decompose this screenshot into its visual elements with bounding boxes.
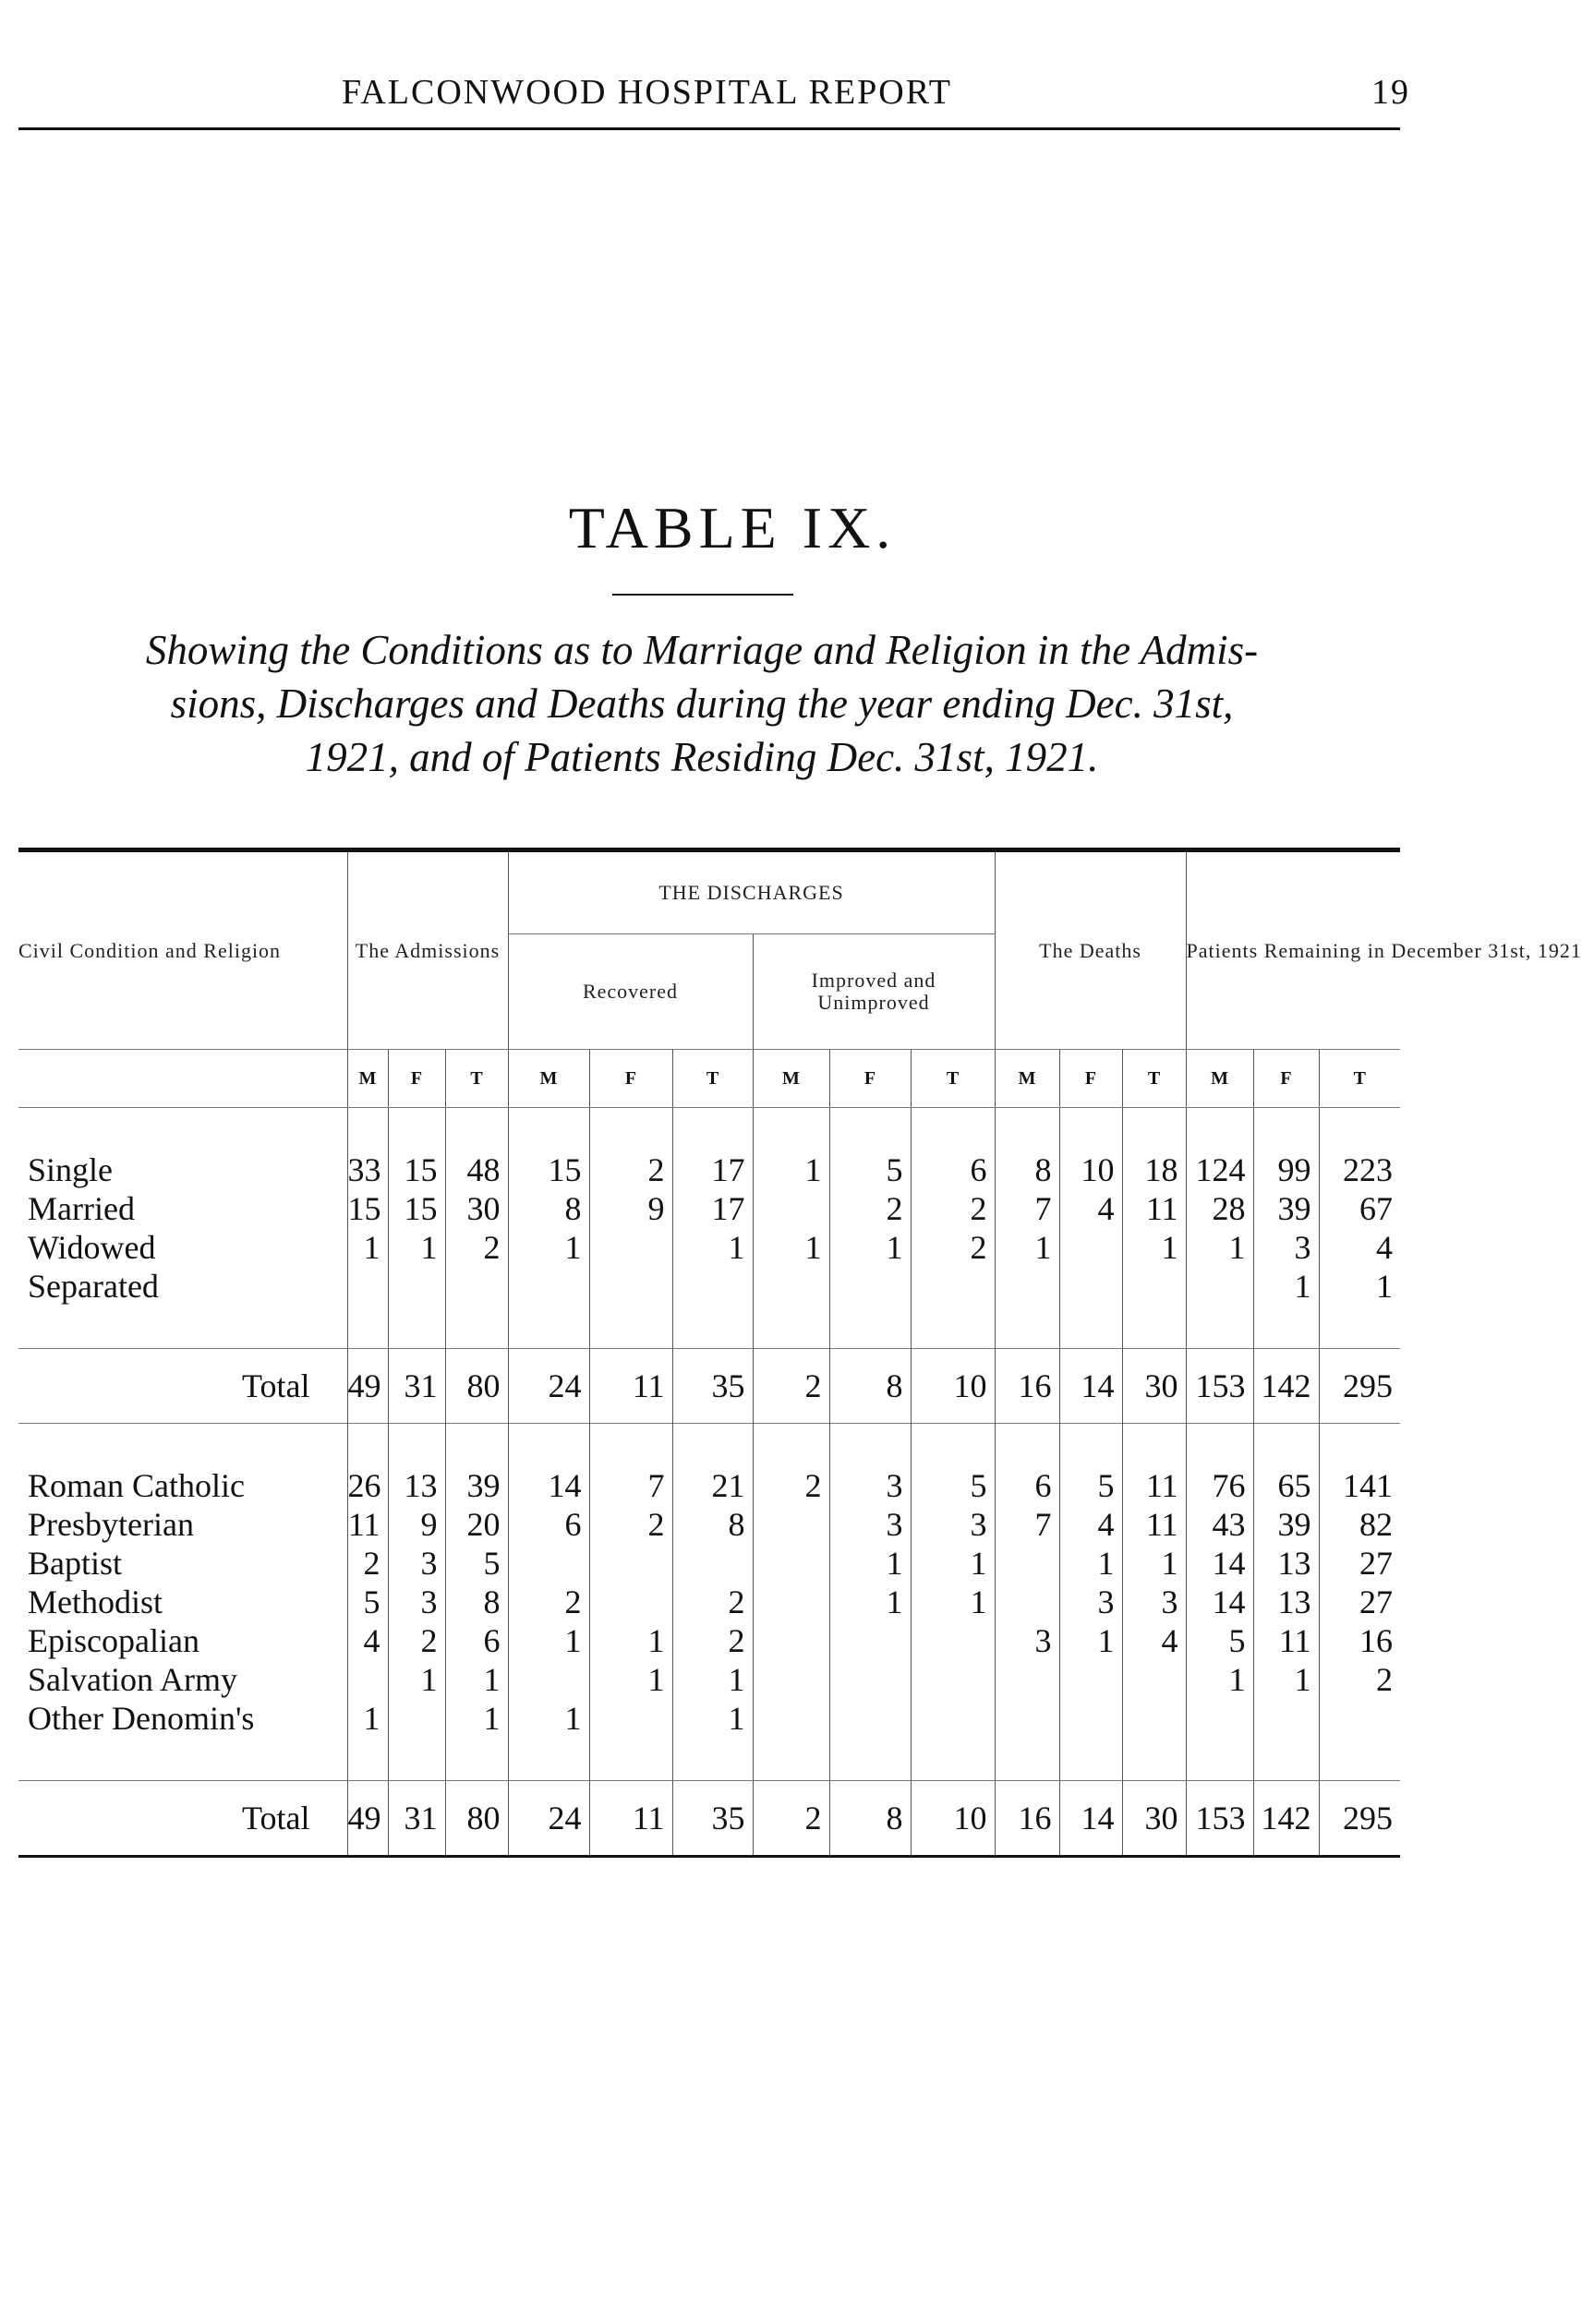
- table-cell: 80: [445, 1349, 508, 1424]
- table-cell: 8: [672, 1505, 753, 1544]
- row-label: Married: [28, 1190, 135, 1227]
- table-cell: 1: [753, 1150, 829, 1189]
- mft-header-f: F: [829, 1050, 911, 1108]
- table-row: [18, 1228, 1400, 1267]
- table-cell: 7: [995, 1505, 1059, 1544]
- table-cell: 8: [829, 1349, 911, 1424]
- table-cell: 27: [1319, 1544, 1400, 1583]
- table-cell: 3: [388, 1583, 445, 1621]
- table-cell: [672, 1544, 753, 1583]
- row-label: Single: [28, 1151, 114, 1188]
- table-cell: [829, 1660, 911, 1699]
- table-cell: [911, 1699, 995, 1738]
- table-cell: 11: [1122, 1466, 1186, 1505]
- table-cell: 33: [347, 1150, 388, 1189]
- table-cell: 5: [829, 1150, 911, 1189]
- table-cell: 1: [1122, 1544, 1186, 1583]
- table-cell: 1: [589, 1621, 672, 1660]
- table-cell: 1: [388, 1228, 445, 1267]
- table-cell: 1: [911, 1544, 995, 1583]
- remaining-header: Patients Remaining in December 31st, 1921: [1186, 850, 1400, 1050]
- mft-header-m: M: [995, 1050, 1059, 1108]
- mft-header-t: T: [445, 1050, 508, 1108]
- table-cell: 14: [508, 1466, 589, 1505]
- table-cell: [672, 1267, 753, 1306]
- table-cell: [753, 1267, 829, 1306]
- table-cell: [1319, 1699, 1400, 1738]
- table-cell: 15: [388, 1150, 445, 1189]
- table-cell: 65: [1253, 1466, 1319, 1505]
- table-cell: 49: [347, 1781, 388, 1857]
- table-cell: 11: [589, 1781, 672, 1857]
- table-cell: 1: [445, 1699, 508, 1738]
- table-cell: 295: [1319, 1349, 1400, 1424]
- row-label: Separated: [28, 1268, 159, 1305]
- table-cell: [388, 1267, 445, 1306]
- table-cell: [995, 1583, 1059, 1621]
- table-cell: [1122, 1699, 1186, 1738]
- table-cell: [1122, 1660, 1186, 1699]
- table-cell: [1122, 1267, 1186, 1306]
- table-cell: 39: [1253, 1189, 1319, 1228]
- table-cell: 20: [445, 1505, 508, 1544]
- table-cell: 3: [829, 1505, 911, 1544]
- mft-header-m: M: [508, 1050, 589, 1108]
- table-cell: 4: [347, 1621, 388, 1660]
- table-cell: 18: [1122, 1150, 1186, 1189]
- table-cell: 5: [445, 1544, 508, 1583]
- table-cell: 8: [829, 1781, 911, 1857]
- table-cell: [589, 1228, 672, 1267]
- table-cell: 1: [1186, 1660, 1253, 1699]
- table-cell: 4: [1059, 1505, 1122, 1544]
- table-cell: [508, 1544, 589, 1583]
- table-cell: 1: [589, 1660, 672, 1699]
- total-row: [18, 1781, 1400, 1857]
- table-cell: 17: [672, 1189, 753, 1228]
- table-cell: 1: [347, 1228, 388, 1267]
- row-label: Baptist: [28, 1545, 123, 1582]
- mft-header-f: F: [589, 1050, 672, 1108]
- table-cell: 10: [911, 1781, 995, 1857]
- table-row: [18, 1660, 1400, 1699]
- table-cell: 2: [911, 1189, 995, 1228]
- table-cell: 3: [1122, 1583, 1186, 1621]
- table-cell: 11: [1122, 1505, 1186, 1544]
- table-cell: 2: [753, 1781, 829, 1857]
- table-cell: 1: [347, 1699, 388, 1738]
- table-cell: 142: [1253, 1781, 1319, 1857]
- table-cell: 1: [911, 1583, 995, 1621]
- table-cell: [347, 1267, 388, 1306]
- table-row: [18, 1621, 1400, 1660]
- table-cell: [589, 1583, 672, 1621]
- table-row: [18, 1583, 1400, 1621]
- table-cell: 2: [753, 1466, 829, 1505]
- table-cell: 99: [1253, 1150, 1319, 1189]
- table-cell: 39: [445, 1466, 508, 1505]
- total-label: Total: [242, 1800, 310, 1836]
- table-cell: 10: [911, 1349, 995, 1424]
- table-cell: 6: [995, 1466, 1059, 1505]
- table-cell: 76: [1186, 1466, 1253, 1505]
- table-cell: [1186, 1267, 1253, 1306]
- subtitle-line: sions, Discharges and Deaths during the year ending Dec. 31st,: [170, 680, 1234, 727]
- table-cell: 1: [672, 1660, 753, 1699]
- table-cell: [753, 1583, 829, 1621]
- table-cell: 124: [1186, 1150, 1253, 1189]
- table-cell: 31: [388, 1781, 445, 1857]
- table-cell: 5: [1059, 1466, 1122, 1505]
- table-cell: 10: [1059, 1150, 1122, 1189]
- row-label: Presbyterian: [28, 1506, 194, 1543]
- table-cell: [589, 1699, 672, 1738]
- table-cell: 82: [1319, 1505, 1400, 1544]
- table-cell: 3: [829, 1466, 911, 1505]
- table-cell: [347, 1660, 388, 1699]
- table-cell: 1: [508, 1621, 589, 1660]
- report-title: FALCONWOOD HOSPITAL REPORT: [342, 73, 953, 112]
- table-cell: 7: [995, 1189, 1059, 1228]
- table-cell: 1: [753, 1228, 829, 1267]
- table-cell: 30: [1122, 1781, 1186, 1857]
- table-row: [18, 1544, 1400, 1583]
- civil-condition-header: Civil Condition and Religion: [18, 938, 282, 962]
- table-row: [18, 1505, 1400, 1544]
- title-rule: [612, 594, 793, 596]
- table-cell: 2: [445, 1228, 508, 1267]
- improved-header: Improved and Unimproved: [753, 934, 995, 1050]
- table-cell: [1059, 1267, 1122, 1306]
- table-cell: 1: [1253, 1660, 1319, 1699]
- table-cell: 16: [1319, 1621, 1400, 1660]
- table-cell: 1: [1059, 1544, 1122, 1583]
- table-title: TABLE IX.: [568, 495, 897, 560]
- admissions-header: The Admissions: [347, 850, 508, 1050]
- table-cell: 15: [388, 1189, 445, 1228]
- table-cell: 14: [1186, 1544, 1253, 1583]
- table-cell: 1: [388, 1660, 445, 1699]
- mft-header-t: T: [1122, 1050, 1186, 1108]
- table-cell: 31: [388, 1349, 445, 1424]
- table-cell: 3: [995, 1621, 1059, 1660]
- table-row: [18, 1699, 1400, 1738]
- table-cell: 1: [1186, 1228, 1253, 1267]
- row-label: Roman Catholic: [28, 1467, 245, 1504]
- table-cell: [829, 1621, 911, 1660]
- table-cell: [508, 1267, 589, 1306]
- table-cell: 6: [508, 1505, 589, 1544]
- table-cell: 3: [388, 1544, 445, 1583]
- table-cell: 142: [1253, 1349, 1319, 1424]
- table-cell: 30: [1122, 1349, 1186, 1424]
- table-cell: 27: [1319, 1583, 1400, 1621]
- discharges-table: [18, 848, 1582, 1858]
- mft-header-f: F: [1253, 1050, 1319, 1108]
- table-subtitle: [9, 623, 1395, 784]
- table-cell: 1: [672, 1699, 753, 1738]
- table-cell: 1: [508, 1228, 589, 1267]
- table-cell: 35: [672, 1349, 753, 1424]
- table-cell: 2: [672, 1621, 753, 1660]
- table-cell: [995, 1544, 1059, 1583]
- table-cell: 11: [1253, 1621, 1319, 1660]
- header-rule: [18, 127, 1400, 130]
- table-cell: 13: [388, 1466, 445, 1505]
- table-cell: [1059, 1699, 1122, 1738]
- table-cell: [911, 1621, 995, 1660]
- table-cell: 2: [753, 1349, 829, 1424]
- table-cell: 11: [1122, 1189, 1186, 1228]
- subtitle-line: 1921, and of Patients Residing Dec. 31st, 1921.: [305, 734, 1099, 780]
- table-cell: 1: [995, 1228, 1059, 1267]
- deaths-header: The Deaths: [995, 850, 1186, 1050]
- table-cell: [589, 1267, 672, 1306]
- mft-header-t: T: [1319, 1050, 1400, 1108]
- table-cell: [508, 1660, 589, 1699]
- page-number: 19: [1371, 73, 1410, 112]
- table-cell: 14: [1059, 1349, 1122, 1424]
- table-cell: [753, 1660, 829, 1699]
- table-cell: 1: [1122, 1228, 1186, 1267]
- table-row: [18, 1267, 1400, 1306]
- table-cell: [995, 1699, 1059, 1738]
- table-cell: 2: [589, 1150, 672, 1189]
- mft-header-m: M: [753, 1050, 829, 1108]
- table-cell: [829, 1267, 911, 1306]
- table-cell: 1: [1319, 1267, 1400, 1306]
- table-cell: 11: [589, 1349, 672, 1424]
- table-cell: 153: [1186, 1349, 1253, 1424]
- table-cell: 153: [1186, 1781, 1253, 1857]
- table-cell: 1: [829, 1228, 911, 1267]
- table-cell: 5: [911, 1466, 995, 1505]
- mft-header-m: M: [1186, 1050, 1253, 1108]
- table-cell: [829, 1699, 911, 1738]
- table-cell: [753, 1505, 829, 1544]
- mft-header-t: T: [911, 1050, 995, 1108]
- table-cell: 2: [672, 1583, 753, 1621]
- table-cell: 1: [829, 1544, 911, 1583]
- row-label: Methodist: [28, 1583, 163, 1620]
- mft-blank: [18, 1050, 347, 1108]
- table-cell: [995, 1267, 1059, 1306]
- table-cell: 7: [589, 1466, 672, 1505]
- table-cell: 8: [508, 1189, 589, 1228]
- table-cell: 4: [1319, 1228, 1400, 1267]
- table-cell: 2: [829, 1189, 911, 1228]
- table-cell: 21: [672, 1466, 753, 1505]
- table-cell: [753, 1189, 829, 1228]
- mft-header-f: F: [388, 1050, 445, 1108]
- row-label: Episcopalian: [28, 1622, 199, 1659]
- table-cell: [753, 1699, 829, 1738]
- table-cell: 24: [508, 1349, 589, 1424]
- mft-header-f: F: [1059, 1050, 1122, 1108]
- table-cell: [388, 1699, 445, 1738]
- recovered-header: Recovered: [508, 934, 753, 1050]
- table-cell: [1059, 1660, 1122, 1699]
- row-label: Widowed: [28, 1229, 156, 1266]
- table-cell: 2: [1319, 1660, 1400, 1699]
- table-cell: 11: [347, 1505, 388, 1544]
- subtitle-line: Showing the Conditions as to Marriage and Religion in the Admis-: [145, 627, 1259, 673]
- table-cell: 80: [445, 1781, 508, 1857]
- table-cell: 9: [388, 1505, 445, 1544]
- table-cell: 4: [1122, 1621, 1186, 1660]
- table-cell: 2: [347, 1544, 388, 1583]
- table-cell: 16: [995, 1349, 1059, 1424]
- table-cell: 1: [445, 1660, 508, 1699]
- table-cell: 43: [1186, 1505, 1253, 1544]
- table-cell: 14: [1186, 1583, 1253, 1621]
- row-label: Other Denomin's: [28, 1700, 255, 1737]
- table-cell: 13: [1253, 1583, 1319, 1621]
- table-row: [18, 1150, 1400, 1189]
- table-cell: [753, 1621, 829, 1660]
- table-cell: 8: [995, 1150, 1059, 1189]
- table-cell: 2: [508, 1583, 589, 1621]
- table-cell: 4: [1059, 1189, 1122, 1228]
- table-cell: 30: [445, 1189, 508, 1228]
- table-cell: 5: [347, 1583, 388, 1621]
- table-cell: 2: [388, 1621, 445, 1660]
- table-cell: 13: [1253, 1544, 1319, 1583]
- table-cell: [445, 1267, 508, 1306]
- total-row: [18, 1349, 1400, 1424]
- table-cell: 1: [672, 1228, 753, 1267]
- table-cell: 3: [911, 1505, 995, 1544]
- table-cell: 15: [508, 1150, 589, 1189]
- table-cell: [911, 1267, 995, 1306]
- table-cell: 9: [589, 1189, 672, 1228]
- table-cell: 24: [508, 1781, 589, 1857]
- row-label: Salvation Army: [28, 1661, 237, 1698]
- table-cell: [589, 1544, 672, 1583]
- table-cell: 48: [445, 1150, 508, 1189]
- table-cell: [753, 1544, 829, 1583]
- table-row: [18, 1189, 1400, 1228]
- table-cell: 1: [508, 1699, 589, 1738]
- table-cell: 28: [1186, 1189, 1253, 1228]
- table-cell: 2: [589, 1505, 672, 1544]
- table-cell: 17: [672, 1150, 753, 1189]
- table-cell: 14: [1059, 1781, 1122, 1857]
- table-cell: [995, 1660, 1059, 1699]
- table-cell: [1253, 1699, 1319, 1738]
- mft-header-t: T: [672, 1050, 753, 1108]
- table-cell: 223: [1319, 1150, 1400, 1189]
- table-cell: [1059, 1228, 1122, 1267]
- table-cell: [1186, 1699, 1253, 1738]
- table-cell: 6: [911, 1150, 995, 1189]
- table-cell: 8: [445, 1583, 508, 1621]
- total-label: Total: [242, 1367, 310, 1404]
- discharges-header: THE DISCHARGES: [508, 850, 995, 934]
- table-cell: 1: [829, 1583, 911, 1621]
- table-cell: 49: [347, 1349, 388, 1424]
- table-cell: 295: [1319, 1781, 1400, 1857]
- table-cell: 3: [1253, 1228, 1319, 1267]
- table-cell: 35: [672, 1781, 753, 1857]
- table-cell: 16: [995, 1781, 1059, 1857]
- table-row: [18, 1466, 1400, 1505]
- table-cell: 3: [1059, 1583, 1122, 1621]
- table-cell: 1: [1059, 1621, 1122, 1660]
- table-cell: 141: [1319, 1466, 1400, 1505]
- mft-header-m: M: [347, 1050, 388, 1108]
- table-cell: 1: [1253, 1267, 1319, 1306]
- table-cell: 26: [347, 1466, 388, 1505]
- table-cell: [911, 1660, 995, 1699]
- table-cell: 39: [1253, 1505, 1319, 1544]
- table-cell: 6: [445, 1621, 508, 1660]
- table-cell: 15: [347, 1189, 388, 1228]
- table-cell: 2: [911, 1228, 995, 1267]
- table-cell: 5: [1186, 1621, 1253, 1660]
- table-cell: 67: [1319, 1189, 1400, 1228]
